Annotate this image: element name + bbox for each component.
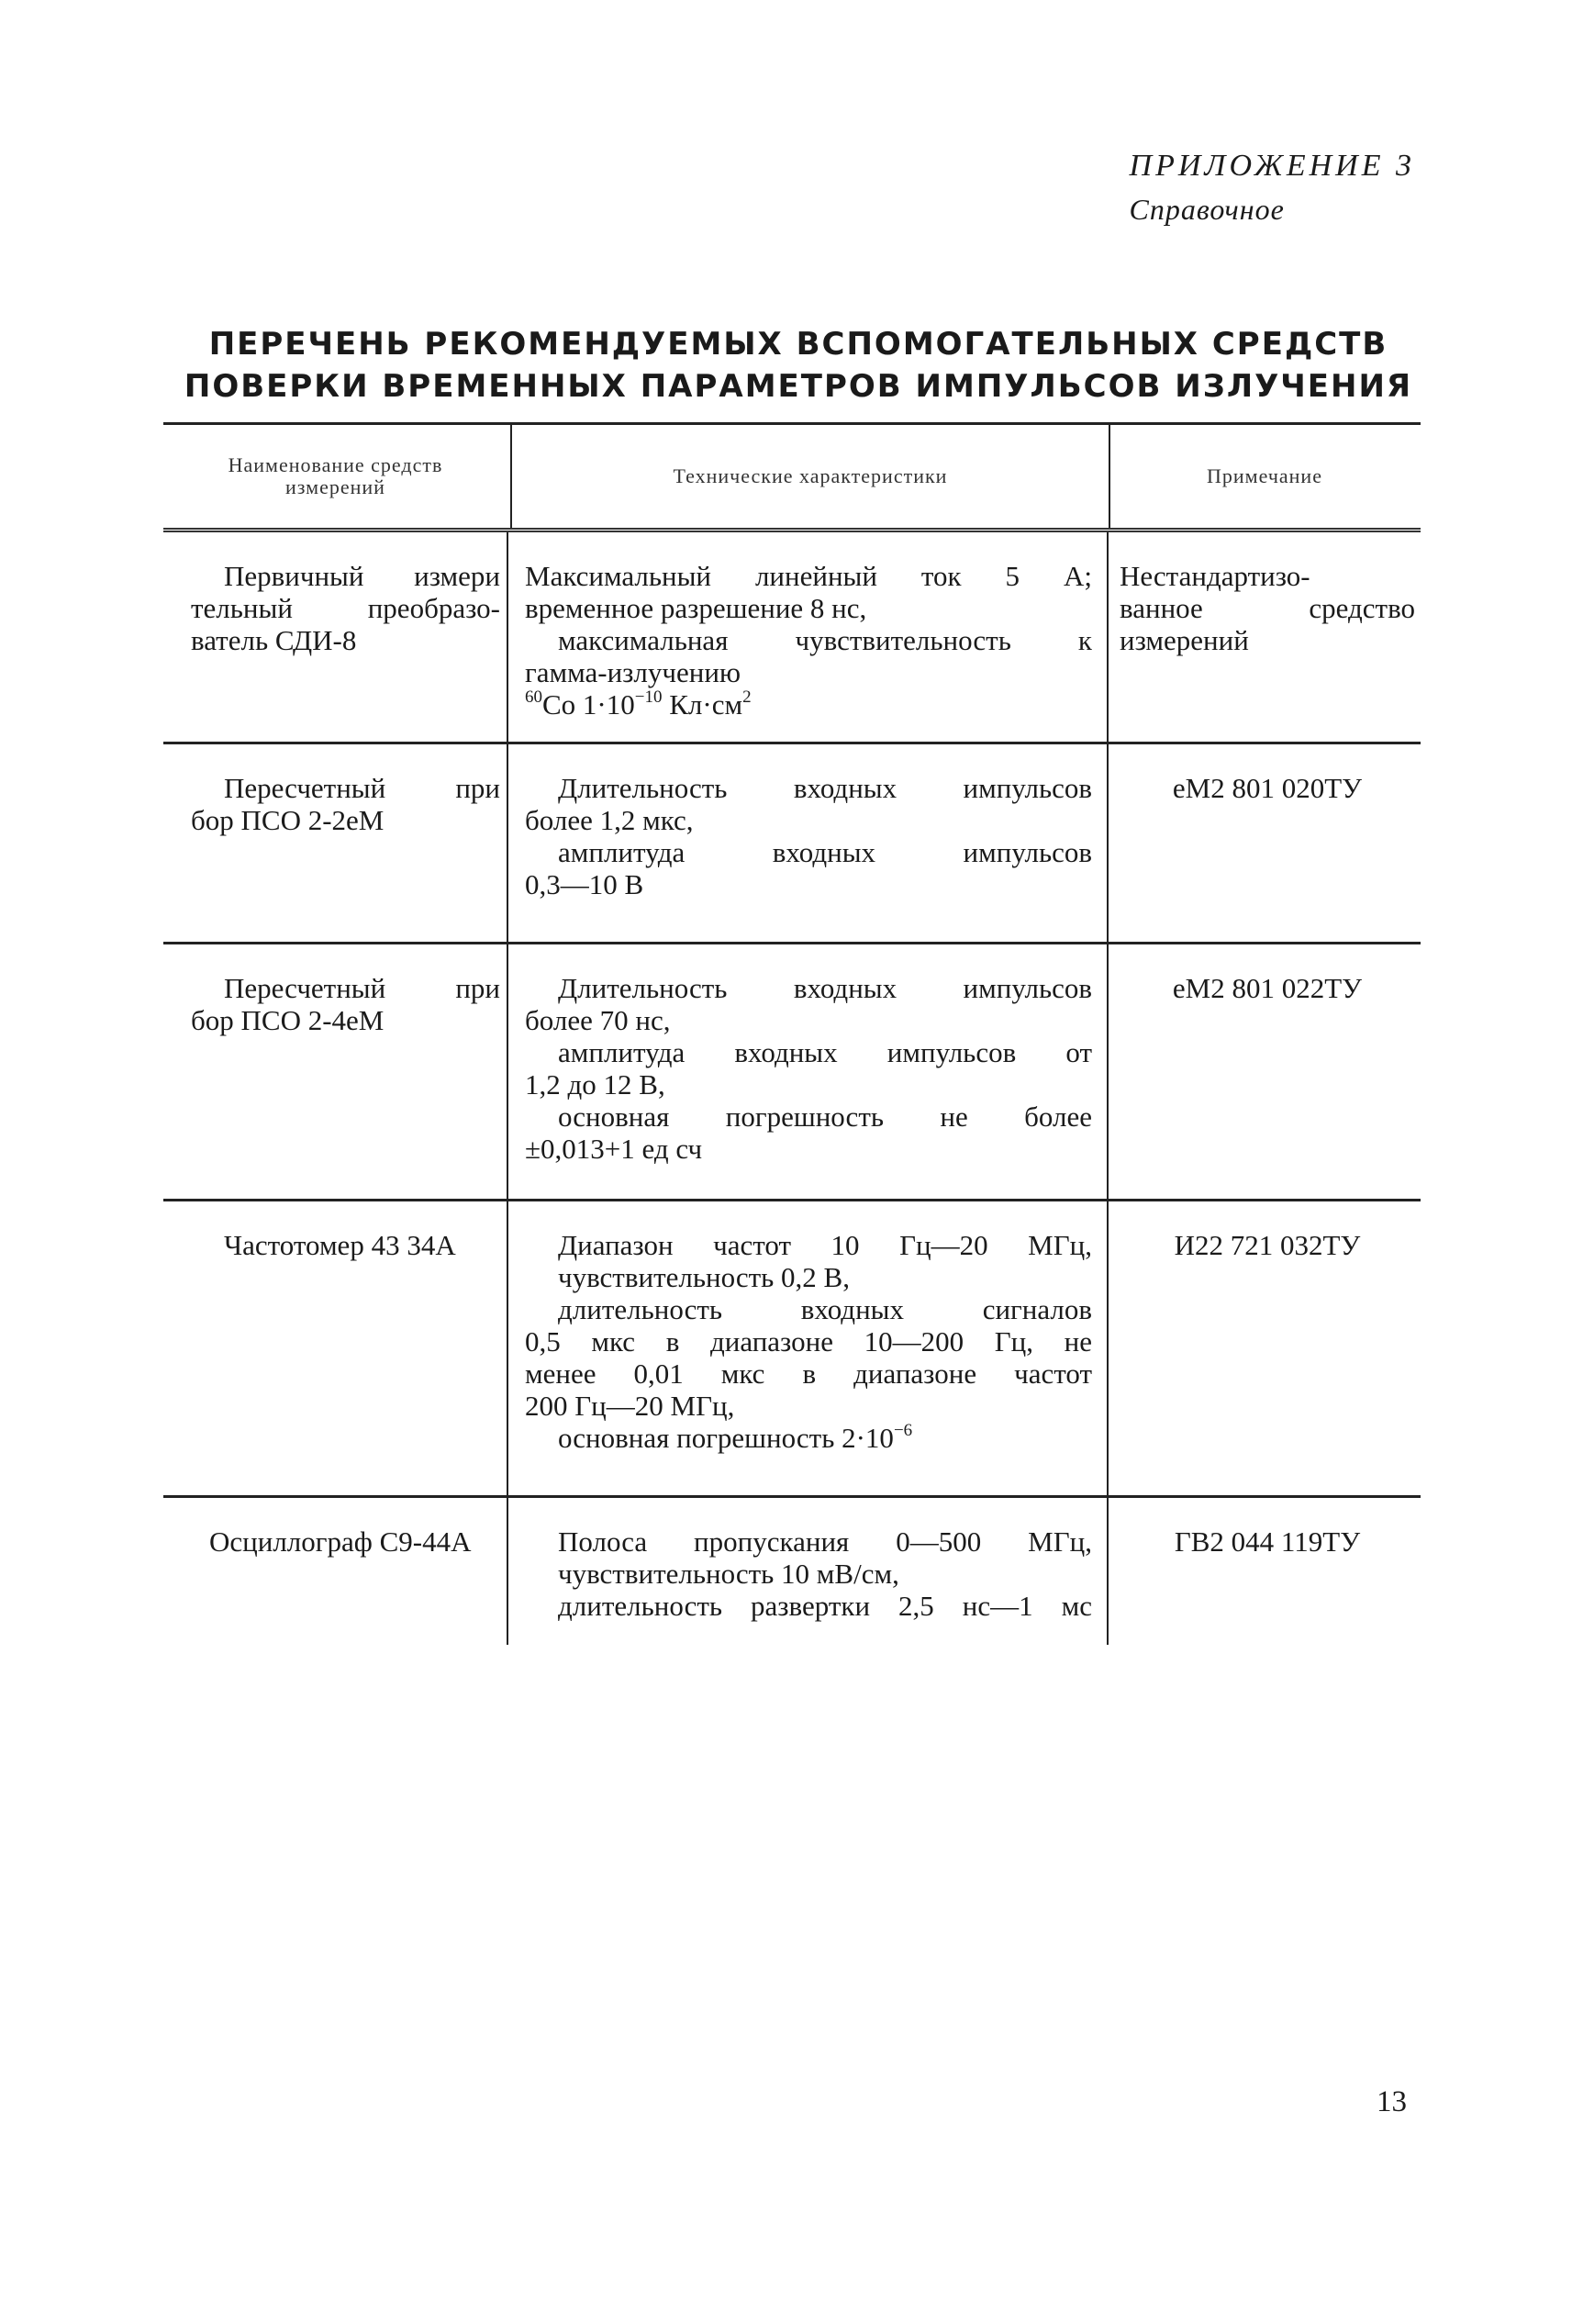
table-row — [163, 744, 1421, 944]
instruments-table — [163, 422, 1421, 1645]
cell-note: еМ2 801 020ТУ — [1172, 772, 1363, 804]
header-name — [163, 425, 507, 528]
cell-specs: Длительность входных импульсов более 1,2 мкс, амплитуда входных импульсов 0,3—10 В — [507, 744, 1109, 942]
page-number: 13 — [1377, 2085, 1407, 2118]
header-note: Примечание — [1207, 464, 1322, 487]
table-row — [163, 1201, 1421, 1498]
appendix-block — [1130, 149, 1415, 227]
cell-note: Нестандартизо- ванное средство измерений — [1120, 560, 1415, 656]
document-heading — [165, 323, 1432, 408]
table-row — [163, 944, 1421, 1201]
header-specs: Технические характеристики — [510, 425, 1110, 528]
heading-line-1: ПЕРЕЧЕНЬ РЕКОМЕНДУЕМЫХ ВСПОМОГАТЕЛЬНЫХ СРЕДСТВ — [208, 326, 1388, 363]
cell-name: Частотомер 43 34А — [224, 1229, 456, 1261]
cell-note: ГВ2 044 119ТУ — [1174, 1525, 1361, 1558]
appendix-title: ПРИЛОЖЕНИЕ 3 — [1129, 149, 1415, 183]
cell-name: Пересчетный при бор ПСО 2-4еМ — [191, 972, 500, 1036]
heading-line-2: ПОВЕРКИ ВРЕМЕННЫХ ПАРАМЕТРОВ ИМПУЛЬСОВ ИЗЛУЧЕНИЯ — [184, 368, 1413, 405]
cell-name: Первичный измери тельный преобразо- ватель СДИ-8 — [191, 560, 500, 656]
cell-name: Осциллограф С9-44А — [209, 1525, 472, 1558]
cell-specs: Максимальный линейный ток 5 А; временное разрешение 8 нс, максимальная чувствительность к гамма-излучению $^{60}$Co $1\cdot 10^{-10}$ $Кл\cdot см^2$ — [507, 532, 1109, 742]
cell-note: еМ2 801 022ТУ — [1172, 972, 1363, 1004]
appendix-subtitle: Справочное — [1129, 193, 1285, 226]
cell-note: И22 721 032ТУ — [1174, 1229, 1361, 1261]
header-name-line-1: Наименование средств — [228, 453, 443, 476]
table-header — [163, 422, 1421, 532]
table-row — [163, 532, 1421, 744]
cell-specs: Длительность входных импульсов более 70 нс, амплитуда входных импульсов от 1,2 до 12 В, основная погрешность не более ±0,013+1 ед сч — [507, 944, 1109, 1199]
header-name-line-2: измерений — [285, 475, 385, 498]
cell-specs: Диапазон частот 10 Гц—20 МГц, чувствительность 0,2 В, длительность входных сигналов 0,5 мкс в диапазоне 10—200 Гц, не менее 0,01 мкс в диапазоне частот 200 Гц—20 МГц, основная погрешность $2\cdot 10^{-6}$ — [507, 1201, 1109, 1495]
table-row — [163, 1498, 1421, 1645]
cell-specs: Полоса пропускания 0—500 МГц, чувствительность 10 мВ/см, длительность развертки 2,5 нс—1 мс — [507, 1498, 1109, 1645]
cell-name: Пересчетный при бор ПСО 2-2еМ — [191, 772, 500, 836]
